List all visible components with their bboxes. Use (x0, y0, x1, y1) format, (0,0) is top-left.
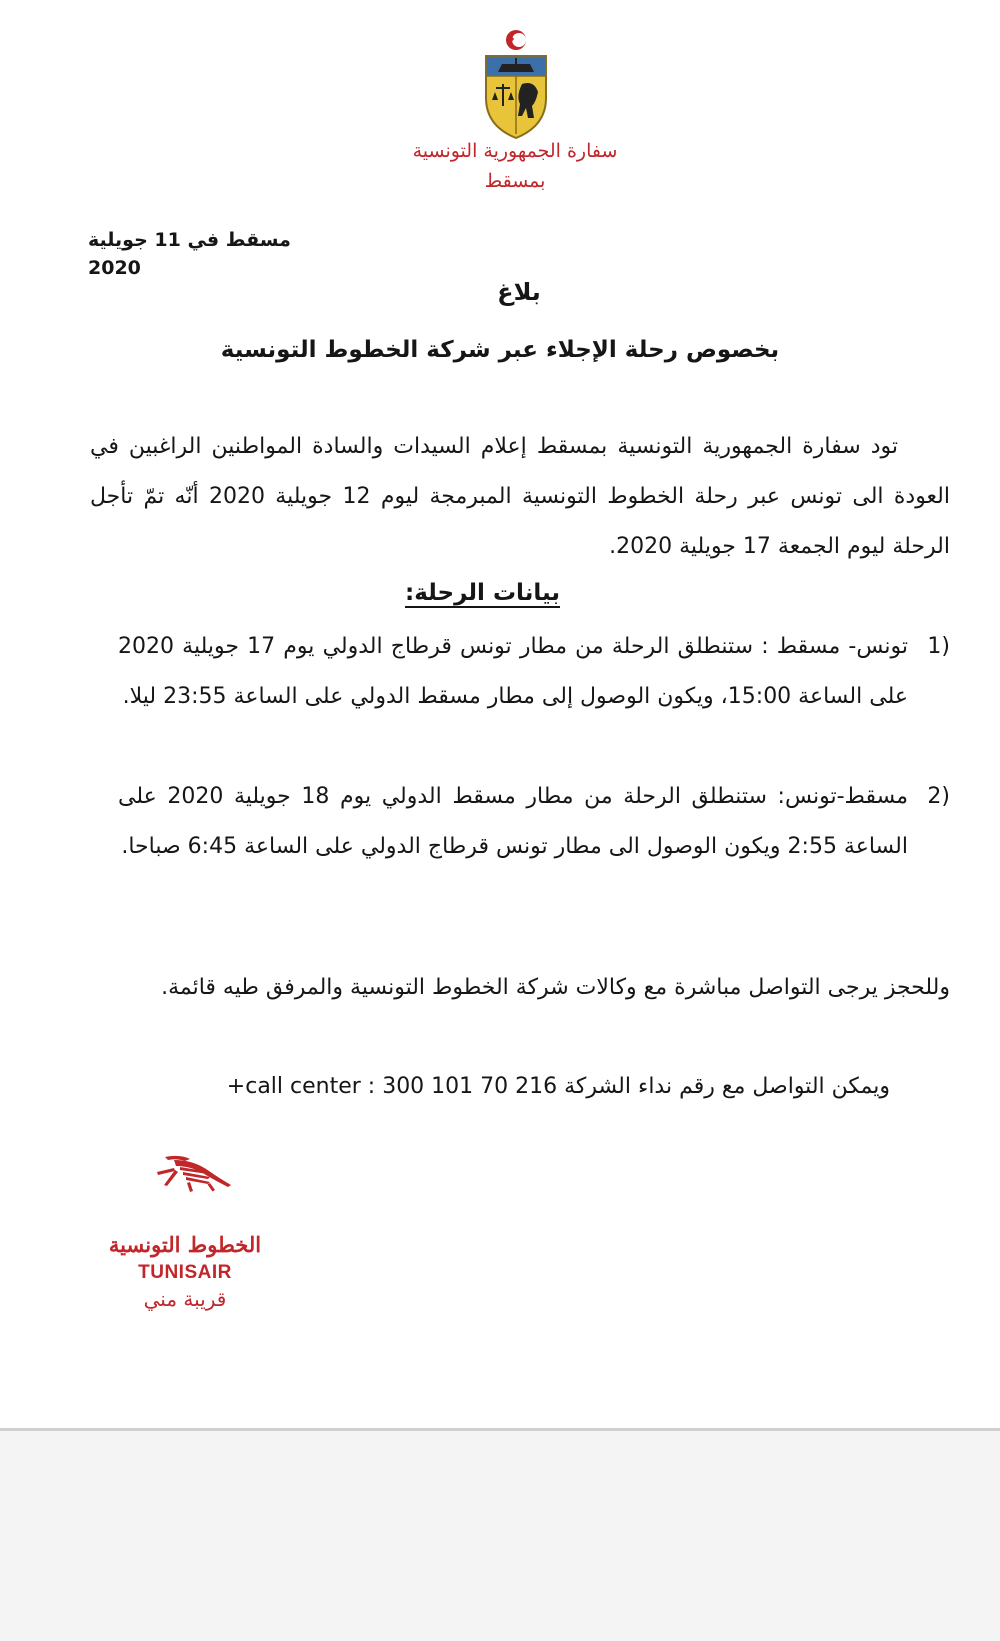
flight-item-number: 2) (927, 784, 950, 809)
flight-item-text: تونس- مسقط : ستنطلق الرحلة من مطار تونس قرطاج الدولي يوم 17 جويلية 2020 على الساعة 15:00، ويكون الوصول إلى مطار مسقط الدولي على الساعة 23:55 ليلا. (118, 634, 908, 709)
flight-details-heading: بيانات الرحلة: (405, 580, 560, 606)
call-center-line: ويمكن التواصل مع رقم نداء الشركة call center : 300 101 70 216+ (226, 1074, 890, 1099)
flight-item (90, 622, 950, 772)
tunisair-gazelle-logo-icon (100, 1152, 280, 1232)
flight-item (90, 772, 950, 922)
notice-title: بلاغ (497, 278, 541, 306)
tunisair-slogan: قريبة مني (143, 1287, 227, 1311)
embassy-name: سفارة الجمهورية التونسية (412, 140, 618, 162)
flight-item-text: مسقط-تونس: ستنطلق الرحلة من مطار مسقط الدولي يوم 18 جويلية 2020 على الساعة 2:55 ويكون الوصول الى مطار تونس قرطاج الدولي على الساعة 6:45 صباحا. (118, 784, 908, 859)
embassy-city: بمسقط (484, 170, 546, 192)
document-date: مسقط في 11 جويلية 2020 (88, 229, 291, 279)
viewer-background (0, 1431, 1000, 1641)
notice-subject: بخصوص رحلة الإجلاء عبر شركة الخطوط التونسية (220, 337, 780, 363)
tunisair-arabic-name: الخطوط التونسية (108, 1232, 262, 1257)
tunisair-english-name: TUNISAIR (138, 1262, 232, 1283)
tunisia-coat-of-arms-icon (476, 26, 556, 144)
intro-paragraph: تود سفارة الجمهورية التونسية بمسقط إعلام السيدات والسادة المواطنين الراغبين في العودة الى تونس عبر رحلة الخطوط التونسية المبرمجة ليوم 12 جويلية 2020 أنّه تمّ تأجل الرحلة ليوم الجمعة 17 جويلية 2020. (90, 434, 950, 559)
booking-paragraph: وللحجز يرجى التواصل مباشرة مع وكالات شركة الخطوط التونسية والمرفق طيه قائمة. (161, 975, 950, 1000)
flight-item-number: 1) (927, 634, 950, 659)
